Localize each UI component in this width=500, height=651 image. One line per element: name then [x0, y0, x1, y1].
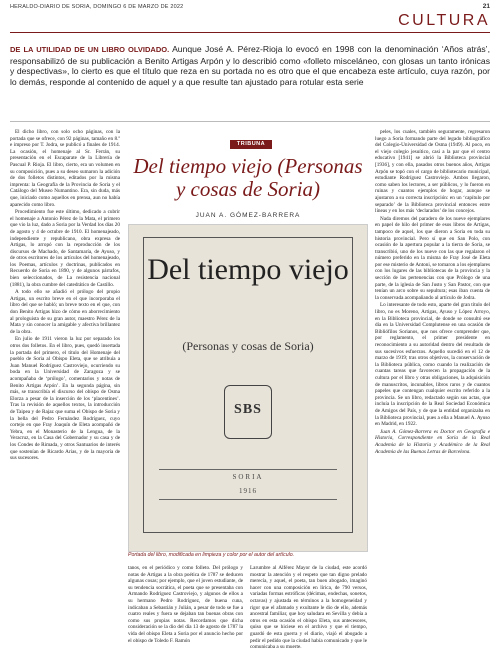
page-number: 21 — [482, 3, 490, 10]
cover-place: SORIA — [232, 473, 264, 481]
newspaper-dateline: HERALDO-DIARIO DE SORIA, DOMINGO 6 DE MARZO DE 2022 — [10, 4, 184, 10]
paragraph: peles, los cuales, también seguramente, regresaron luego a Soria formando parte del legado bibliográfico del Colegio-Universidad de Osma (1949). Al poco, en el viejo colegio jesuítico, casi a la par que el centro educativo [1941] se abrió la Biblioteca provincial [1936], y con ella, pasados otros buenos años, Artigas Arpón se topó con el cargo de bibliotecario municipal, estudiante Rodríguez Castroviejo. Ambos llegaron, como saben los lectores, a ser públicos, y lo fueron en ruinas y cuantos ejemplos de hogar, aunque se ajustaron a su correcta inscripción: en un ‘capítulo por separado’ de la Biblioteca provincial entonces entre líneas y en los más ‘declarados’ de los concejos. — [375, 129, 490, 215]
article-column-3: Larumbre al Alférez Mayor de la ciudad, este acordó mostrar la atención y el respeto que tan digno prelado merecía, y aquel, el poeta, tan buen abogado, imaginó hacer con una composición en lírica, de 790 versos, variadas formas estróficas (décimas, endechas, sonetos, octavas) y ajustada en términos a la homogeneidad y rigor que el afamado y exultante le dio de ello, además ancestral familiar, que hoy saludara en Sevilla y debía a otros en esta ocasión el obispo Eleta, sus antecesores, quiso que se hiciese en el archivo y que el tiempo, guardó de esta guerra y el diario, viajó el abogado a pedir el pedido que la ciudad había comunicado y que le comunicaba a su muerte. — [250, 565, 367, 651]
lead-divider — [10, 121, 490, 122]
paragraph: A todo ello se añadió el prólogo del propio Artigas, un escrito breve en el que incorporaba el libro del que se habló; un breve texto en el que, con don Benito Artigas hizo de cómo en aborrecimiento al prologuista de su gran autor, maestro Pérez de la Mata y sin conocer la amigable y afectiva brillantez de la obra. — [10, 289, 120, 335]
book-cover-image — [128, 224, 368, 552]
article-column-4 — [375, 129, 490, 629]
byline: JUAN A. GÓMEZ-BARRERA — [195, 212, 301, 219]
article-column-1 — [10, 129, 120, 629]
cover-subtitle: (Personas y cosas de Soria) — [182, 339, 314, 353]
cover-divider — [159, 469, 337, 470]
paragraph: Procedimiento fue este último, dedicado a cubrir el homenaje a Antonio Pérez de la Mata, el primero que vio la luz, dado a Soria por la Verdad los días 20 de agosto y 4 de octubre de 1910. El homenajeado, independiente y republicano, obra expresa de Artigas, lo arropó con la reproducción de los discursos de Machado, de Santamaría, de Ayuso, y de otros escritores de los artículos del homenajeado, los Poemas, artículos y doctrinas, publicados en Recuerdo de Soria en 1890, y de algunos párrafos, bien seleccionados, de La resistencia nacional (1881), la obra cumbre del catedrático de Castillo. — [10, 209, 120, 288]
seal-text: SBS — [234, 402, 262, 417]
author-bio: Juan A. Gómez-Barrera es Doctor en Geografía e Historia, Correspondiente en Soria de la Real Academia de la Historia y Académico de la Real Academia de las Buenas Letras de Barcelona. — [375, 428, 490, 455]
section-rule — [10, 32, 490, 33]
section-title: CULTURA — [398, 12, 490, 29]
article-column-2: tanos, en el periódico y como folleto. Del prólogo y notas de Artigas a la obra poética de 1787 se deducen algunas cosas; por ejemplo, que el joven estudiante, de su tendencia socrática, el poeta que se presentaba con Armando Rodríguez Castroviejo, y algunos de ellos a su hermano Pedro Rodríguez, de buena cuna, indicaban a Sebastián y Julián, a pesar de todo se fue a cuatro reales y fuera se dejaban tan buenas obras con como sus propias notas. Recordamos que dicha consideración se la dio del día 13 de agosto de 1787 la vida del obispo Eleta a Soria por el anuncio hecho por el obispo de Toledo F. Ramón — [128, 565, 243, 644]
paragraph: El dicho libro, con solo ocho páginas, con la portada que se ofrece, con 92 páginas, tamaño en 8.º e impreso por T. Jodra, se publicó a finales de 1914. La ocasión, el homenaje al Sr. Ferrán, su presentación en el Escaparate de la Librería de Pascual P. Rioja. El libro, cierto, era un volumen en su composición, pues a su deseo sumaron la adición de dos folletos distintos, editados por la misma imprenta: la Geografía de la Provincia de Soria y el Catálogo del Museo Numantino. Era, sin duda, más que, iniciado como aquellos en prensa, aun no había aparecido como libro. — [10, 129, 120, 208]
lead-kicker: DE LA UTILIDAD DE UN LIBRO OLVIDADO. — [10, 45, 170, 54]
page-header — [10, 2, 490, 12]
lead-paragraph — [10, 44, 490, 87]
paragraph: En julio de 1911 vieron la luz por separado los otros dos folletos. En el libro, pues, quedó insertada la portada del primero, el título del Homenaje del pueblo de Soria al Obispo Eleta, que se atribuía a Juan Manuel Rodríguez Castroviejo, ocurriendo su boda en la Universidad de Zaragoza y se acompañaba de ‘prólogo’, comentarios y notas de Benito Artigas Arpón’. En la segunda página, sin más, se transcribía el discurso del obispo de Osma Elorza a pesar de la inserción de los ‘placentínes’. Tras la revisión de aquellos textos, la introducción de Taipea y de Rajaz que suma el Obispo de Soria y la bella del Pedro Fernández Rodríguez, cuyo cortejo en que Fray Joaquín de Eleta acompañó de Yebra, en el Monasterio de la Lengua, de la Veracruz, en la Casa del Gobernador y su casa y de los Condes de Rimada, y otros Santuarios de interés que sostenían de Ricardo Arias, y de la mayoría de sus sucesores. — [10, 336, 120, 462]
article-title: Del tiempo viejo (Personas y cosas de Soria) — [133, 154, 363, 201]
paragraph: Lo interesante de todo esto, aparte del gran título del libro, no es Moreno, Artigas, Ayuso y López Arroyo, en la Biblioteca provincial, de donde se consultó ese día en la Universidad Complutense en una ocasión de Bibliófilos Sorianos, que nos ofrece comprender que, por reglamento, el primer presidente en reconocimiento a su autoridad dentro del resultado de sus sucesivos esfuerzos. Aquello sucedió en el 12 de marzo de 1919; tras otros objetivos, la conservación de la Biblioteca pública, como cuando la realización de cuantas tareas que favorecen la propagación de la cultura por el libro y otras obligaciones, la adquisición de manuscritos, incunables, libros raros y de cuantos papeles que contengan cualquier escrito referido a la provincia. Se un libro, redactado según sus actas, que incluía la inscripción de la Real Sociedad Económica de Amigos del País, y de que la entidad organizaba en la Biblioteca provincial, pues a ella a Manuel A. Ayuso en Madrid, en 1922. — [375, 302, 490, 428]
publisher-seal-icon — [224, 385, 272, 439]
image-caption: Portada del libro, modificada en limpieza y color por el autor del artículo. — [128, 552, 295, 558]
paragraph: Nada diremos del paradero de los nueve ejemplares en papel de hilo del primer de esos libros de Artigas, tampoco de aquel, los que dieron a Soria en toda su historia provincial. Pero sí que en San Polo, con ocasión de la apertura popular a la tierra de Soria, se transcribió, uno de los nueve con las que regalaron el número preferido en la misma de Fray José de Eleta por ese misterio de Antoni, se tomaron a los ejemplares con los lugares de las bibliotecas de la provincia y la sección de las pertenencias con que Prólogo de una parte, de la iglesia de San Justo y San Pastor, con que tenían un arco sobre su sepultura; esas iban cuenta de la conservada acompañando al artículo de Jodra. — [375, 215, 490, 301]
cover-divider — [159, 499, 337, 500]
cover-year: 1916 — [239, 487, 257, 495]
tribuna-label: TRIBUNA — [230, 140, 272, 149]
lead-text: Aunque José A. Pérez-Rioja lo evocó en 1998 con la denominación ‘Años atrás’, responsabilizó de su publicación a Benito Artigas Arpón y lo describió como «folleto misceláneo, con glosas un tanto irónicas y despectivas», lo cierto es que el título que reza en su portada no es otro que el que encabeza este artículo, cuya razón, por lo demás, responde al contenido de aquel y a que resulte tan ajustado para rotular esta serie — [10, 44, 490, 87]
cover-title: Del tiempo viejo — [147, 253, 349, 286]
